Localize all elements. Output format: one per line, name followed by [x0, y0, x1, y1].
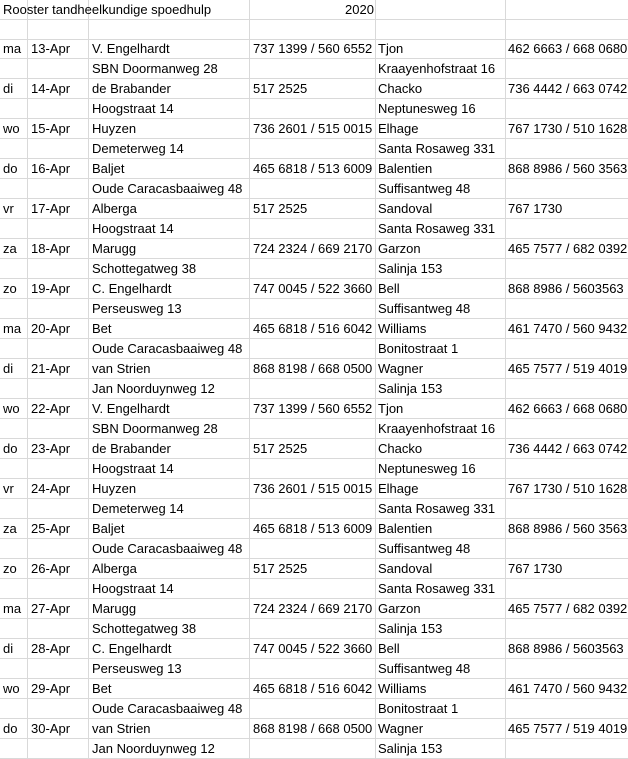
- dentist-2-name: Balentien: [378, 521, 433, 536]
- address-row: [0, 339, 628, 359]
- dentist-2-phone: 767 1730: [508, 561, 563, 576]
- schedule-row: [0, 519, 628, 539]
- dentist-1-name: Alberga: [92, 201, 137, 216]
- dentist-2-phone: 465 7577 / 682 0392: [508, 241, 628, 256]
- day-cell: vr: [3, 201, 14, 216]
- dentist-2-address: Bonitostraat 1: [378, 341, 459, 356]
- day-cell: ma: [3, 41, 22, 56]
- date-cell: 20-Apr: [31, 321, 71, 336]
- dentist-1-address: Oude Caracasbaaiweg 48: [92, 341, 243, 356]
- address-row: [0, 59, 628, 79]
- dentist-2-address: Santa Rosaweg 331: [378, 501, 496, 516]
- schedule-row: [0, 79, 628, 99]
- dentist-1-phone: 517 2525: [253, 441, 308, 456]
- dentist-1-phone: 736 2601 / 515 0015: [253, 121, 373, 136]
- schedule-row: [0, 279, 628, 299]
- day-cell: di: [3, 81, 14, 96]
- dentist-1-phone: 465 6818 / 513 6009: [253, 161, 373, 176]
- dentist-1-phone: 517 2525: [253, 81, 308, 96]
- date-cell: 17-Apr: [31, 201, 71, 216]
- dentist-1-name: de Brabander: [92, 441, 171, 456]
- schedule-row: [0, 239, 628, 259]
- dentist-1-phone: 737 1399 / 560 6552: [253, 41, 373, 56]
- dentist-2-name: Balentien: [378, 161, 433, 176]
- dentist-2-address: Salinja 153: [378, 261, 443, 276]
- dentist-2-phone: 868 8986 / 5603563: [508, 281, 624, 296]
- day-cell: wo: [3, 121, 20, 136]
- day-cell: do: [3, 721, 18, 736]
- address-row: [0, 619, 628, 639]
- dentist-2-phone: 465 7577 / 519 4019: [508, 361, 628, 376]
- dentist-2-name: Elhage: [378, 121, 419, 136]
- dentist-2-phone: 767 1730: [508, 201, 563, 216]
- dentist-2-address: Santa Rosaweg 331: [378, 141, 496, 156]
- dentist-2-address: Salinja 153: [378, 621, 443, 636]
- dentist-1-name: V. Engelhardt: [92, 401, 170, 416]
- dentist-1-phone: 465 6818 / 513 6009: [253, 521, 373, 536]
- day-cell: vr: [3, 481, 14, 496]
- dentist-1-phone: 517 2525: [253, 201, 308, 216]
- dentist-2-phone: 767 1730 / 510 1628: [508, 481, 628, 496]
- sheet-year: 2020: [345, 2, 374, 17]
- date-cell: 14-Apr: [31, 81, 71, 96]
- day-cell: zo: [3, 281, 17, 296]
- day-cell: di: [3, 641, 14, 656]
- schedule-row: [0, 39, 628, 59]
- date-cell: 30-Apr: [31, 721, 71, 736]
- schedule-row: [0, 359, 628, 379]
- date-cell: 23-Apr: [31, 441, 71, 456]
- dentist-2-address: Bonitostraat 1: [378, 701, 459, 716]
- day-cell: do: [3, 161, 18, 176]
- dentist-1-address: Schottegatweg 38: [92, 261, 197, 276]
- dentist-2-phone: 461 7470 / 560 9432: [508, 681, 628, 696]
- dentist-1-name: van Strien: [92, 361, 151, 376]
- dentist-1-address: Perseusweg 13: [92, 301, 182, 316]
- day-cell: ma: [3, 321, 22, 336]
- dentist-2-name: Chacko: [378, 441, 423, 456]
- dentist-1-address: Jan Noorduynweg 12: [92, 741, 215, 756]
- address-row: [0, 299, 628, 319]
- dentist-1-phone: 724 2324 / 669 2170: [253, 601, 373, 616]
- dentist-2-phone: 462 6663 / 668 0680: [508, 401, 628, 416]
- dentist-1-name: Marugg: [92, 601, 137, 616]
- schedule-row: [0, 719, 628, 739]
- address-row: [0, 139, 628, 159]
- date-cell: 18-Apr: [31, 241, 71, 256]
- dentist-2-phone: 736 4442 / 663 0742: [508, 81, 628, 96]
- dentist-2-phone: 465 7577 / 519 4019: [508, 721, 628, 736]
- address-row: [0, 259, 628, 279]
- date-cell: 29-Apr: [31, 681, 71, 696]
- day-cell: zo: [3, 561, 17, 576]
- dentist-2-phone: 736 4442 / 663 0742: [508, 441, 628, 456]
- address-row: [0, 379, 628, 399]
- dentist-2-address: Neptunesweg 16: [378, 101, 476, 116]
- dentist-1-address: Oude Caracasbaaiweg 48: [92, 701, 243, 716]
- dentist-1-address: Oude Caracasbaaiweg 48: [92, 181, 243, 196]
- day-cell: wo: [3, 681, 20, 696]
- date-cell: 15-Apr: [31, 121, 71, 136]
- dentist-1-address: Hoogstraat 14: [92, 101, 174, 116]
- date-cell: 16-Apr: [31, 161, 71, 176]
- schedule-row: [0, 199, 628, 219]
- dentist-1-phone: 465 6818 / 516 6042: [253, 681, 373, 696]
- date-cell: 13-Apr: [31, 41, 71, 56]
- address-row: [0, 699, 628, 719]
- address-row: [0, 179, 628, 199]
- dentist-1-name: de Brabander: [92, 81, 171, 96]
- dentist-1-name: Bet: [92, 321, 112, 336]
- dentist-2-address: Kraayenhofstraat 16: [378, 421, 496, 436]
- header-row: [0, 0, 628, 20]
- dentist-2-name: Bell: [378, 641, 400, 656]
- dentist-2-name: Tjon: [378, 41, 404, 56]
- date-cell: 19-Apr: [31, 281, 71, 296]
- dentist-1-name: Huyzen: [92, 481, 137, 496]
- dentist-2-phone: 868 8986 / 5603563: [508, 641, 624, 656]
- schedule-row: [0, 319, 628, 339]
- date-cell: 27-Apr: [31, 601, 71, 616]
- dentist-2-name: Chacko: [378, 81, 423, 96]
- dentist-2-name: Sandoval: [378, 201, 433, 216]
- dentist-1-name: C. Engelhardt: [92, 641, 172, 656]
- address-row: [0, 539, 628, 559]
- schedule-row: [0, 599, 628, 619]
- date-cell: 28-Apr: [31, 641, 71, 656]
- dentist-1-name: V. Engelhardt: [92, 41, 170, 56]
- dentist-2-name: Wagner: [378, 721, 424, 736]
- dentist-2-name: Garzon: [378, 601, 421, 616]
- dentist-1-address: Hoogstraat 14: [92, 581, 174, 596]
- dentist-1-address: Demeterweg 14: [92, 501, 184, 516]
- dentist-1-name: van Strien: [92, 721, 151, 736]
- address-row: [0, 579, 628, 599]
- schedule-row: [0, 159, 628, 179]
- address-row: [0, 459, 628, 479]
- day-cell: za: [3, 241, 17, 256]
- date-cell: 21-Apr: [31, 361, 71, 376]
- day-cell: wo: [3, 401, 20, 416]
- schedule-row: [0, 639, 628, 659]
- dentist-2-name: Wagner: [378, 361, 424, 376]
- dentist-2-name: Williams: [378, 321, 427, 336]
- dentist-2-phone: 462 6663 / 668 0680: [508, 41, 628, 56]
- dentist-2-phone: 767 1730 / 510 1628: [508, 121, 628, 136]
- dentist-1-address: Demeterweg 14: [92, 141, 184, 156]
- dentist-1-name: C. Engelhardt: [92, 281, 172, 296]
- dentist-2-address: Suffisantweg 48: [378, 181, 471, 196]
- dentist-1-address: Hoogstraat 14: [92, 221, 174, 236]
- sheet-title: Rooster tandheelkundige spoedhulp: [3, 2, 212, 17]
- dentist-1-address: Hoogstraat 14: [92, 461, 174, 476]
- dentist-2-name: Garzon: [378, 241, 421, 256]
- dentist-1-phone: 465 6818 / 516 6042: [253, 321, 373, 336]
- dentist-1-address: Jan Noorduynweg 12: [92, 381, 215, 396]
- dentist-1-name: Baljet: [92, 161, 125, 176]
- address-row: [0, 219, 628, 239]
- date-cell: 26-Apr: [31, 561, 71, 576]
- dentist-1-address: Perseusweg 13: [92, 661, 182, 676]
- date-cell: 24-Apr: [31, 481, 71, 496]
- dentist-2-name: Elhage: [378, 481, 419, 496]
- dentist-1-name: Marugg: [92, 241, 137, 256]
- dentist-2-name: Sandoval: [378, 561, 433, 576]
- dentist-2-address: Neptunesweg 16: [378, 461, 476, 476]
- dentist-1-phone: 517 2525: [253, 561, 308, 576]
- date-cell: 25-Apr: [31, 521, 71, 536]
- date-cell: 22-Apr: [31, 401, 71, 416]
- address-row: [0, 99, 628, 119]
- dentist-2-phone: 461 7470 / 560 9432: [508, 321, 628, 336]
- dentist-2-phone: 465 7577 / 682 0392: [508, 601, 628, 616]
- dentist-2-address: Salinja 153: [378, 381, 443, 396]
- day-cell: di: [3, 361, 14, 376]
- dentist-1-address: SBN Doormanweg 28: [92, 421, 218, 436]
- blank-row: [0, 20, 628, 40]
- schedule-row: [0, 119, 628, 139]
- dentist-1-phone: 737 1399 / 560 6552: [253, 401, 373, 416]
- schedule-row: [0, 679, 628, 699]
- day-cell: ma: [3, 601, 22, 616]
- schedule-row: [0, 439, 628, 459]
- dentist-2-address: Suffisantweg 48: [378, 541, 471, 556]
- address-row: [0, 739, 628, 759]
- dentist-2-address: Suffisantweg 48: [378, 301, 471, 316]
- dentist-1-address: Oude Caracasbaaiweg 48: [92, 541, 243, 556]
- dentist-2-address: Santa Rosaweg 331: [378, 581, 496, 596]
- dentist-2-name: Bell: [378, 281, 400, 296]
- dentist-2-phone: 868 8986 / 560 3563: [508, 161, 628, 176]
- dentist-1-name: Bet: [92, 681, 112, 696]
- dentist-2-address: Salinja 153: [378, 741, 443, 756]
- dentist-1-address: SBN Doormanweg 28: [92, 61, 218, 76]
- day-cell: do: [3, 441, 18, 456]
- dentist-1-name: Baljet: [92, 521, 125, 536]
- schedule-row: [0, 559, 628, 579]
- dentist-1-name: Alberga: [92, 561, 137, 576]
- address-row: [0, 419, 628, 439]
- dentist-1-name: Huyzen: [92, 121, 137, 136]
- dentist-2-name: Williams: [378, 681, 427, 696]
- dentist-1-phone: 747 0045 / 522 3660: [253, 641, 373, 656]
- dentist-1-phone: 747 0045 / 522 3660: [253, 281, 373, 296]
- dentist-2-phone: 868 8986 / 560 3563: [508, 521, 628, 536]
- day-cell: za: [3, 521, 17, 536]
- dentist-2-address: Santa Rosaweg 331: [378, 221, 496, 236]
- dentist-2-address: Kraayenhofstraat 16: [378, 61, 496, 76]
- dentist-1-phone: 736 2601 / 515 0015: [253, 481, 373, 496]
- dentist-1-phone: 868 8198 / 668 0500: [253, 721, 373, 736]
- dentist-1-phone: 868 8198 / 668 0500: [253, 361, 373, 376]
- dentist-1-address: Schottegatweg 38: [92, 621, 197, 636]
- address-row: [0, 499, 628, 519]
- dentist-2-name: Tjon: [378, 401, 404, 416]
- schedule-row: [0, 479, 628, 499]
- dentist-1-phone: 724 2324 / 669 2170: [253, 241, 373, 256]
- address-row: [0, 659, 628, 679]
- schedule-row: [0, 399, 628, 419]
- dentist-2-address: Suffisantweg 48: [378, 661, 471, 676]
